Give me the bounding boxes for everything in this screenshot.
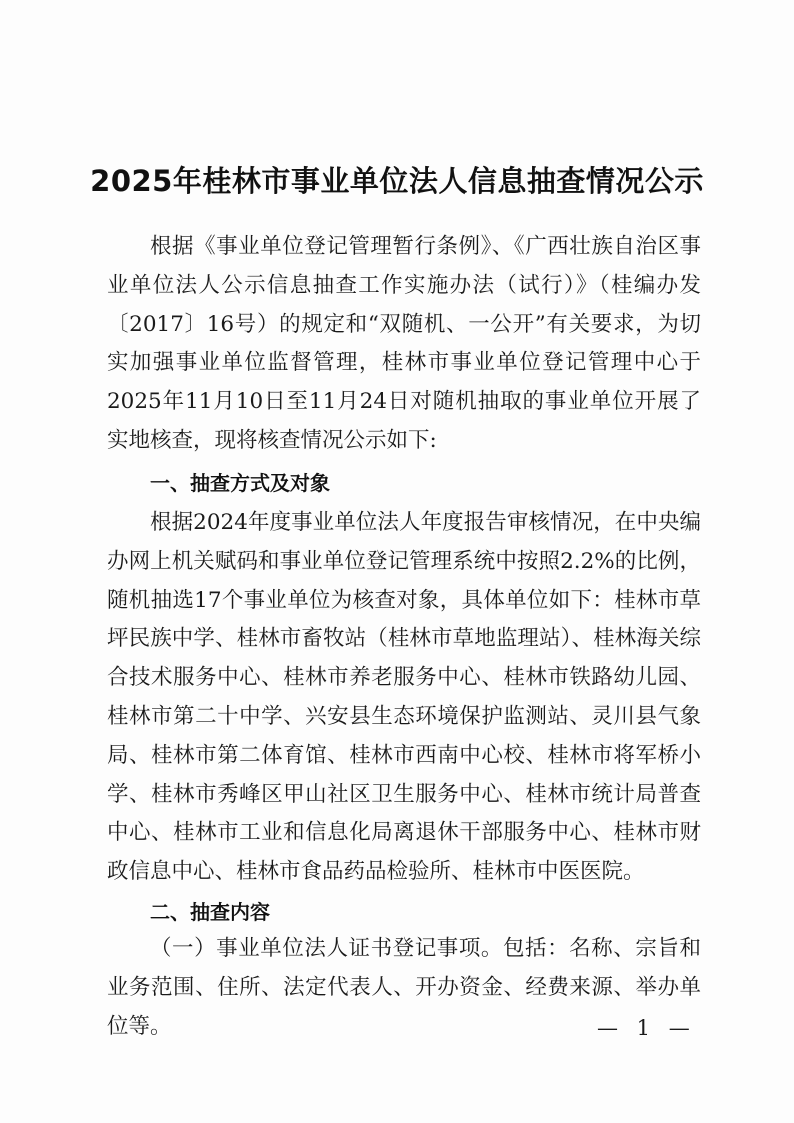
section-2-heading: 二、抽查内容 — [150, 900, 270, 924]
section-1-body: 根据2024年度事业单位法人年度报告审核情况，在中央编办网上机关赋码和事业单位登记管理系统中按照2.2%的比例，随机抽选17个事业单位为核查对象，具体单位如下：桂林市草坪民族中学、桂林市畜牧站（桂林市草地监理站）、桂林海关综合技术服务中心、桂林市养老服务中心、桂林市铁路幼儿园、桂林市第二十中学、兴安县生态环境保护监测站、灵川县气象局、桂林市第二体育馆、桂林市西南中心校、桂林市将军桥小学、桂林市秀峰区甲山社区卫生服务中心、桂林市统计局普查中心、桂林市工业和信息化局离退休干部服务中心、桂林市财政信息中心、桂林市食品药品检验所、桂林市中医医院。 — [107, 510, 701, 885]
page-number: — 1 — — [597, 1016, 696, 1040]
section-2-body: （一）事业单位法人证书登记事项。包括：名称、宗旨和业务范围、住所、法定代表人、开办资金、经费来源、举办单位等。 — [107, 936, 701, 1039]
section-1-heading: 一、抽查方式及对象 — [150, 471, 330, 495]
document-title: 2025年桂林市事业单位法人信息抽查情况公示 — [90, 164, 704, 199]
intro-paragraph: 根据《事业单位登记管理暂行条例》、《广西壮族自治区事业单位法人公示信息抽查工作实施办法（试行）》（桂编办发〔2017〕16号）的规定和“双随机、一公开”有关要求，为切实加强事业单位监督管理，桂林市事业单位登记管理中心于2025年11月10日至11月24日对随机抽取的事业单位开展了实地核查，现将核查情况公示如下: — [107, 234, 701, 453]
